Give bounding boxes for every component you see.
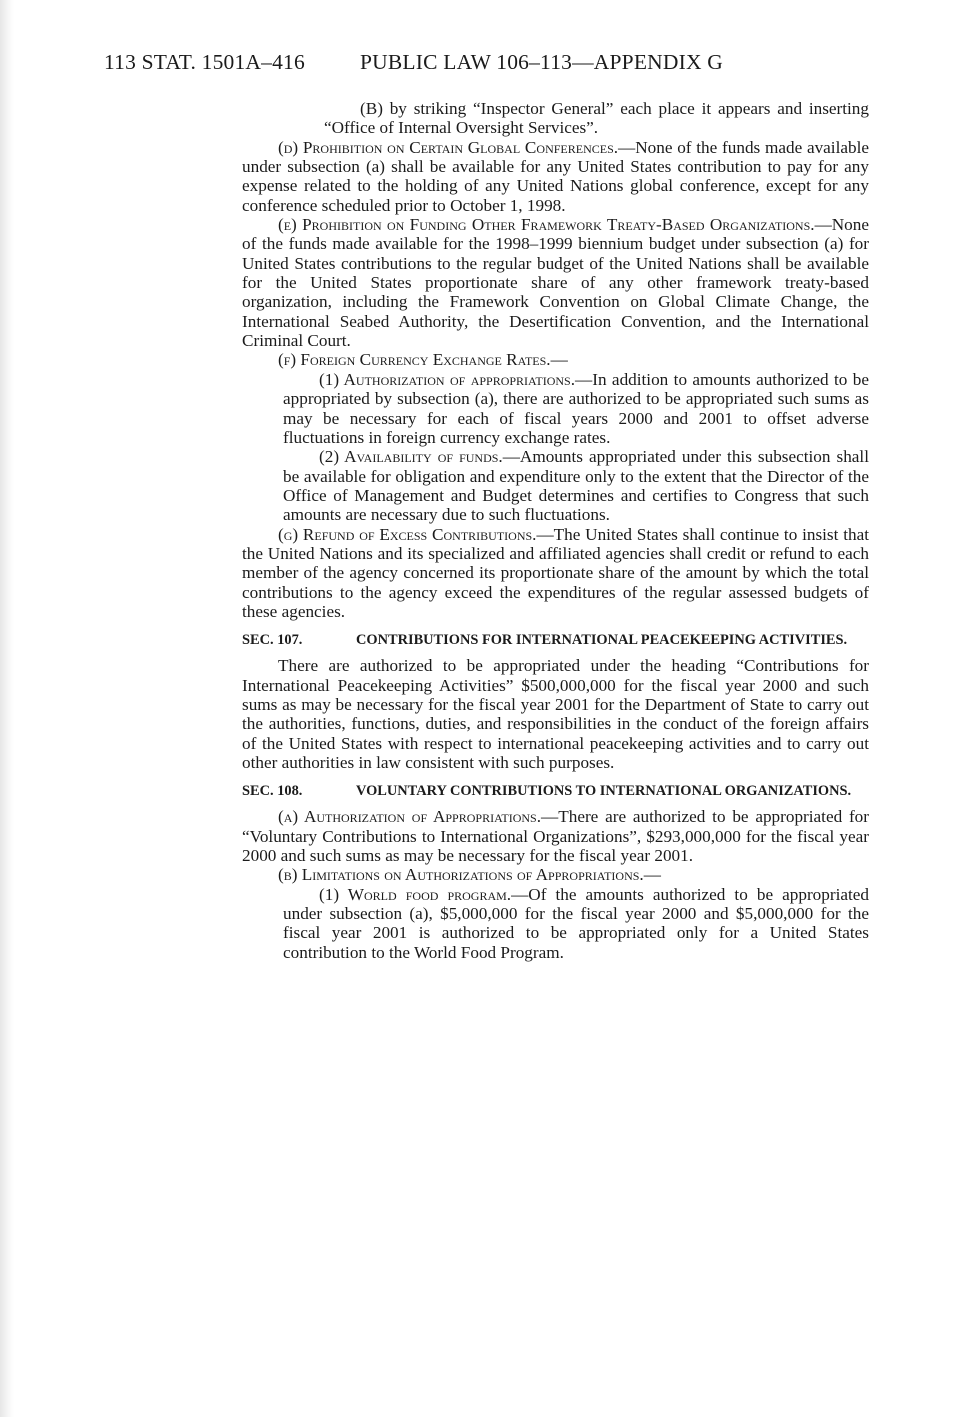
page-edge-shadow bbox=[0, 0, 14, 1417]
subsection-g bbox=[242, 525, 869, 622]
document-body bbox=[242, 99, 869, 962]
subsection-e-heading: (e) Prohibition on Funding Other Framework Treaty-Based Organizations. bbox=[278, 215, 815, 235]
law-title: PUBLIC LAW 106–113—APPENDIX G bbox=[360, 50, 724, 74]
paragraph-b1-text: —Of the amounts authorized to be appropriated under subsection (a), $5,000,000 for the fiscal year 2000 and $5,000,000 for the fiscal year 2001 is authorized to be appropriated only for a United States contribution to the World Food Program. bbox=[283, 884, 869, 962]
subsection-e-text: —None of the funds made available for the 1998–1999 biennium budget under subsection (a) for United States contributions to the regular budget of the United Nations shall be available for the United States proportionate share of any other framework treaty-based organization, including the Framework Convention on Global Climate Change, the International Seabed Authority, the Desertification Convention, and the International Criminal Court. bbox=[242, 215, 869, 351]
subsection-g-heading: (g) Refund of Excess Contributions. bbox=[278, 524, 537, 544]
subsection-f bbox=[242, 350, 869, 369]
paragraph-b1 bbox=[242, 885, 869, 962]
paragraph-f1-text: —In addition to amounts authorized to be appropriated by subsection (a), there are authorized to be appropriated such sums as may be necessary for each of fiscal years 2000 and 2001 to offset adverse fluctuations in foreign currency exchange rates. bbox=[283, 369, 869, 447]
subsection-b bbox=[242, 865, 869, 884]
subsection-f-heading: (f) Foreign Currency Exchange Rates.— bbox=[278, 350, 568, 370]
subsection-d bbox=[242, 138, 869, 215]
subsection-d-heading: (d) Prohibition on Certain Global Conferences. bbox=[278, 137, 619, 157]
section-108-title: VOLUNTARY CONTRIBUTIONS TO INTERNATIONAL ORGANIZATIONS. bbox=[356, 783, 852, 800]
paragraph-f2-text: —Amounts appropriated under this subsection shall be available for obligation and expenditure only to the extent that the Director of the Office of Management and Budget determines and certifies to Congress that such amounts are necessary due to such fluctuations. bbox=[283, 447, 869, 525]
subsection-d-text: —None of the funds made available under subsection (a) shall be available for any United States contribution to pay for any expense related to the holding of any United Nations global conference, except for any conference scheduled prior to October 1, 1998. bbox=[242, 137, 869, 215]
section-108-number: SEC. 108. bbox=[242, 783, 303, 800]
section-107-text: There are authorized to be appropriated under the heading “Contributions for International Peacekeeping Activities” $500,000,000 for the fiscal year 2000 and such sums as may be necessary for the fiscal year 2001 for the Department of State to carry out the authorities, functions, duties, and responsibilities in the conduct of the foreign affairs of the United States with respect to international peacekeeping activities and to carry out other authorities in law consistent with such purposes. bbox=[242, 656, 869, 772]
paragraph-b1-heading: (1) World food program. bbox=[319, 884, 512, 904]
subsection-b-heading: (b) Limitations on Authorizations of Appropriations.— bbox=[278, 865, 661, 885]
paragraph-f1-heading: (1) Authorization of appropriations. bbox=[319, 369, 576, 389]
statute-citation: 113 STAT. 1501A–416 bbox=[104, 50, 305, 74]
subsection-a bbox=[242, 807, 869, 865]
subsection-a-text: —There are authorized to be appropriated for “Voluntary Contributions to International Organizations”, $293,000,000 for the fiscal year 2000 and such sums as may be necessary for the fiscal year 2001. bbox=[242, 807, 869, 866]
paragraph-f2-heading: (2) Availability of funds. bbox=[319, 447, 503, 467]
running-header bbox=[104, 50, 864, 75]
paragraph-f1 bbox=[242, 370, 869, 447]
section-107-heading bbox=[242, 631, 869, 650]
section-108-heading bbox=[242, 782, 869, 801]
subsection-g-text: —The United States shall continue to insist that the United Nations and its specialized and affiliated agencies shall credit or refund to each member of the agency concerned its proportionate share of the amount by which the total contributions to the agency exceed the expenditures of the regular assessed budgets of these agencies. bbox=[242, 524, 869, 621]
subsection-e bbox=[242, 215, 869, 350]
paragraph-f2 bbox=[242, 447, 869, 524]
subsection-a-heading: (a) Authorization of Appropriations. bbox=[278, 807, 542, 827]
section-107-number: SEC. 107. bbox=[242, 632, 303, 649]
paragraph-b: (B) by striking “Inspector General” each place it appears and inserting “Office of Internal Oversight Services”. bbox=[324, 99, 869, 138]
section-107-title: CONTRIBUTIONS FOR INTERNATIONAL PEACEKEEPING ACTIVITIES. bbox=[356, 632, 848, 649]
